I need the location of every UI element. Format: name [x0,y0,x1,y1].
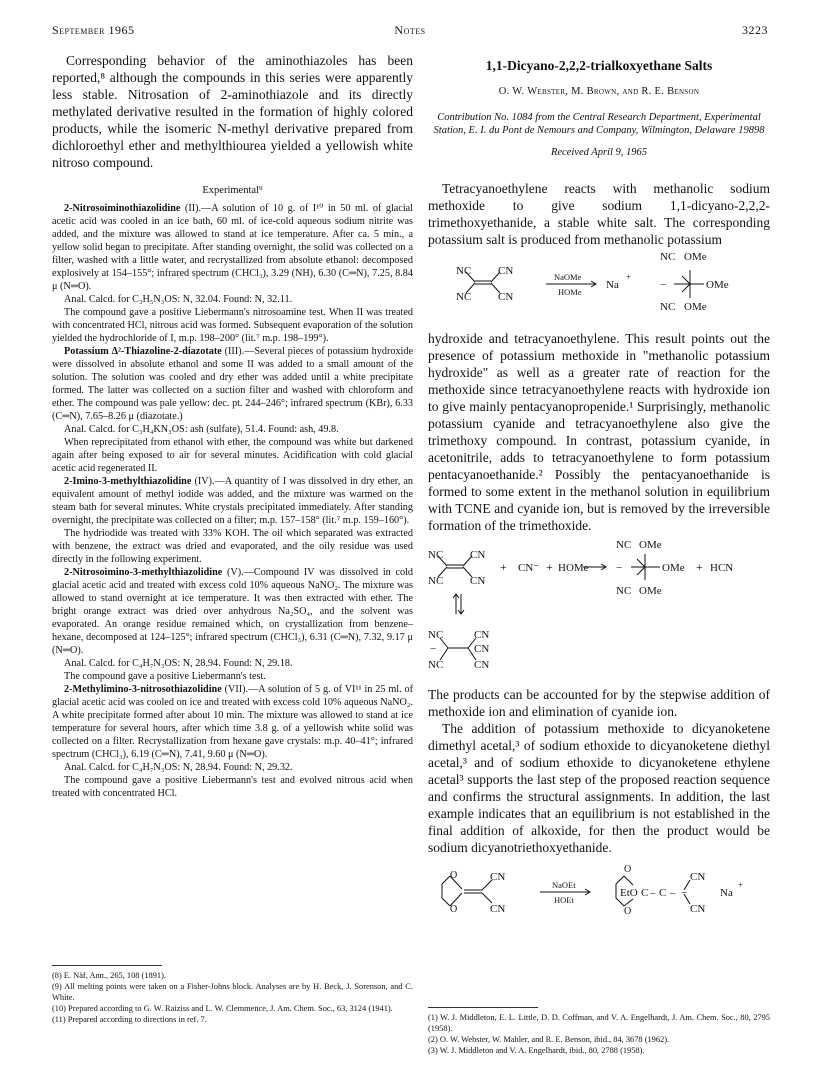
ome-label: OMe [662,562,685,574]
header-section: Notes [394,23,426,37]
oxygen-label: O [450,904,458,915]
compound-name: 2-Imino-3-methylthiazolidine [64,476,192,487]
footnote: (9) All melting points were taken on a Fisher-Johns block. Analyses are by H. Beck, J. Sorenson, and C. White. [52,982,413,1002]
experimental-paragraph [52,683,413,761]
reaction-scheme-2 [428,534,770,676]
cn-label: NC [660,251,676,263]
charge-minus: − [681,887,688,899]
compound-name: Potassium Δ²-Thiazoline-2-diazotate [64,346,222,357]
procedure-text: (III).—Several pieces of potassium hydroxide were dissolved in absolute ethanol and some II was added to a small amount of the solution. The solution was cooled and dry ether was added until a white precipitate formed. The latter was collected on a suction filter and washed with chloroform and ether. The compound was pale yellow: dec. pt. 244–246°; infrared spectrum (KBr), 6.33 (C═N), 7.65–8.26 μ (diazotate.) [52,346,413,422]
footnote: (1) W. J. Middleton, E. L. Little, D. D. Coffman, and V. A. Engelhardt, J. Am. Chem. Soc., 80, 2795 (1958). [428,1013,770,1033]
ome-label: OMe [684,301,707,313]
cn-label: CN [470,575,486,587]
article-title: 1,1-Dicyano-2,2,2-trialkoxyethane Salts [485,58,713,73]
compound-name: 2-Methylimino-3-nitrosothiazolidine [64,684,222,695]
analysis-line: Anal. Calcd. for C₃H₅N₃OS: N, 32.04. Found: N, 32.11. [64,294,293,305]
experimental-paragraph [52,202,413,293]
charge-minus: − [430,643,437,655]
ethoxy-label: EtO [620,887,638,899]
experimental-paragraph [52,566,413,657]
compound-name: 2-Nitrosoiminothiazolidine [64,203,181,214]
nc-label: NC [456,291,472,303]
intro-paragraph: Corresponding behavior of the aminothiazoles has been reported,⁸ although the compounds in this series were apparently less stable. Nitrosation of 2-aminothiazole and its directly methylated derivative resulted in the formation of highly colored products, while the isomeric N-methyl derivative prepared from dichloroethyl ether and methylthiourea yielded a yellowish white nitroso compound. [52,53,413,170]
footnote: (10) Prepared according to G. W. Raiziss and L. W. Clemmence, J. Am. Chem. Soc., 63, 3124 (1941). [52,1004,393,1013]
received-date: Received April 9, 1965 [550,147,648,158]
left-column [52,52,413,800]
oxygen-label: O [624,864,632,875]
procedure-note: When reprecipitated from ethanol with ether, the compound was white but darkened again after being exposed to air for several minutes. Acidification with cold glacial acetic acid regenerated II. [52,437,413,474]
plus-sign: + [500,560,507,574]
nc-label: NC [660,301,676,313]
cn-label: CN [490,871,506,883]
body-paragraph: The products can be accounted for by the stepwise addition of methoxide ion and elimination of cyanide ion. [428,687,770,719]
nc-label: NC [616,539,632,551]
cn-label: CN [490,903,506,915]
bond-line [482,893,492,903]
footnote-rule [428,1007,538,1008]
ring-bond [442,876,450,906]
procedure-text: (V).—Compound IV was dissolved in cold glacial acetic acid and treated with excess cold 10% aqueous NaNO₂. The mixture was allowed to stand overnight at ice temperature. It was then extracted with ether. The bright orange extract was dried over anhydrous Na₂SO₄, and the solvent was evaporated. An orange residue remained which, on crystallization from benzene–hexane, decomposed at 124–125°; infrared spectrum (CHCl₃), 6.31 (C═N), 7.32, 9.17 μ (N═O). [52,567,413,656]
hcn-label: HCN [710,562,734,574]
cyanide-ion: CN⁻ [518,562,540,574]
cation-label: Na [606,279,619,291]
cation-label: Na [720,887,733,899]
reaction-scheme-1 [428,248,770,326]
procedure-text: (II).—A solution of 10 g. of I¹⁰ in 50 ml. of glacial acetic acid was cooled in an ice bath, 60 ml. of ice-cold aqueous sodium nitrite was added, and the mixture was allowed to stand at ice temperature. After ca. 5 min., a yellow solid began to precipitate. After standing overnight, the solid was collected on a filter, washed with a little water, and recrystallized from absolute ethanol: decomposed explosively at 154–155°; infrared spectrum (CHCl₃), 3.29 (NH), 6.30 (C═N), 7.25, 8.84 μ (N═O). [52,203,413,292]
solvent-label: HOMe [558,287,582,297]
procedure-note: The compound gave a positive Liebermann's nitrosoamine test. When II was treated with concentrated HCl, nitrous acid was formed. Subsequent evaporation of the solution yielded the hydrochloride of I, m.p. 198–200° (lit.⁷ m.p. 198–199°). [52,307,413,344]
plus-sign: + [546,560,553,574]
nc-label: NC [428,629,444,641]
ome-label: OMe [639,585,662,597]
cn-label: CN [474,629,490,641]
compound-name: 2-Nitrosoimino-3-methylthiazolidine [64,567,223,578]
charge-minus: − [660,279,667,291]
charge-minus: − [616,562,623,574]
cn-label: CN [474,659,490,671]
body-paragraph: Tetracyanoethylene reacts with methanolic sodium methoxide to give sodium 1,1-dicyano-2,2,2-trimethoxyethanide, a stable white salt. The corresponding potassium salt is produced from methanolic potassium [428,181,770,247]
cn-label: CN [498,265,514,277]
solvent-label: HOEt [554,895,574,905]
reagent-label: NaOEt [552,880,576,890]
analysis-line: Anal. Calcd. for C₄H₇N₃OS: N, 28.94. Found: N, 29.18. [64,658,293,669]
footnote: (2) O. W. Webster, W. Mahler, and R. E. Benson, ibid., 84, 3678 (1962). [428,1035,670,1044]
ome-label: OMe [684,251,707,263]
footnote: (11) Prepared according to directions in ref. 7. [52,1015,207,1024]
nc-label: NC [428,659,444,671]
bond-dash: – [670,887,676,899]
cn-label: CN [498,291,514,303]
charge-plus: + [738,880,744,890]
experimental-paragraph [52,345,413,423]
ring-bond [624,899,633,906]
plus-sign: + [696,560,703,574]
nc-label: NC [428,575,444,587]
body-paragraph: The addition of potassium methoxide to dicyanoketene dimethyl acetal,³ of sodium ethoxide to dicyanoketene diethyl acetal,³ and of sodium ethoxide to dicyanoketene ethylene acetal³ supports the last step of the proposed reaction sequence and confirms the structural assignments. In addition, the last example indicates that an equilibrium is not established in the final addition of alkoxide, for then the product would be sodium dicyanotriethoxyethanide. [428,721,770,855]
carbon-label: C [659,887,667,899]
nc-label: NC [616,585,632,597]
nc-label: NC [428,549,444,561]
procedure-text: (IV).—A quantity of I was dissolved in dry ether, an equivalent amount of methyl iodide was added, and the mixture was warmed on the steam bath for several minutes. White crystals precipitated immediately. After standing overnight, the precipitate was collected on a filter; m.p. 157–158° (lit.⁷ m.p. 159–160°). [52,476,413,526]
cn-label: CN [690,871,706,883]
carbon-label: C [641,887,649,899]
footnote: (3) W. J. Middleton and V. A. Engelhardt, ibid., 80, 2788 (1958). [428,1046,645,1055]
procedure-note: The compound gave a positive Liebermann's test. [64,671,266,682]
article-affiliation: Contribution No. 1084 from the Central Research Department, Experimental Station, E. I. du Pont de Nemours and Company, Wilmington, Delaware 19898 [433,112,765,136]
methanol-label: HOMe [558,562,589,574]
left-footnotes [52,965,413,1025]
reagent-label: NaOMe [554,272,582,282]
reaction-scheme-3 [428,856,770,922]
procedure-note: The compound gave a positive Liebermann's test and evolved nitrous acid when treated with concentrated HCl. [52,775,413,799]
header-date: September 1965 [52,23,135,37]
bond-line [637,567,645,575]
ring-bond [624,876,633,885]
nc-label: NC [456,265,472,277]
running-header [52,23,768,39]
oxygen-label: O [624,906,632,917]
ome-label: OMe [706,279,729,291]
cn-label: CN [690,903,706,915]
bond-line [637,559,645,567]
footnote: (8) E. Näf, Ann., 265, 108 (1891). [52,971,166,980]
analysis-line: Anal. Calcd. for C₄H₇N₃OS: N, 28.94. Found: N, 29.32. [64,762,293,773]
body-paragraph: hydroxide and tetracyanoethylene. This result points out the presence of potassium methoxide in "methanolic potassium hydroxide" as well as a greater rate of reaction for the methoxide since tetracyanoethylene reacts with hydroxide ion to give mainly pentacyanopropenide.¹ Surprisingly, methanolic potassium cyanide and tetracyanoethylene also give the trimethoxy compound. In contrast, potassium cyanide, in acetonitrile, adds to tetracyanoethylene to form potassium pentacyanoethanide.² Possibly the pentacyanoethanide is formed to some extent in the methanol solution in equilibrium with TCNE and cyanide ion, but is removed by the irreversible formation of the trimethoxide. [428,331,770,533]
analysis-line: Anal. Calcd. for C₃H₄KN₃OS: ash (sulfate), 51.4. Found: ash, 49.8. [64,424,339,435]
page-number: 3223 [742,23,768,37]
procedure-text: (VII).—A solution of 5 g. of VI¹¹ in 25 ml. of glacial acetic acid was cooled on ice and treated with excess cold 10% aqueous NaNO₂. A white precipitate formed after about 10 min. The mixture was allowed to stand at ice temperature for several hours, after which time 3.8 g. of a yellowish white solid was collected on a filter. Recrystallization from hexane gave crystals: m.p. 40–41°; infrared spectrum (CHCl₃), 6.19 (C═N), 7.41, 9.60 μ (N═O). [52,684,413,760]
bond-line [682,284,690,292]
oxygen-label: O [450,870,458,881]
charge-plus: + [626,272,632,282]
experimental-paragraph [52,475,413,527]
bond-line [682,276,690,284]
ome-label: OMe [639,539,662,551]
article-authors: O. W. Webster, M. Brown, and R. E. Benson [498,86,700,97]
footnote-rule [52,965,162,966]
bond-dash: – [650,887,656,899]
cn-label: CN [470,549,486,561]
cn-label: CN [474,643,490,655]
procedure-note: The hydriodide was treated with 33% KOH. The oil which separated was extracted with benzene, the extract was dried and evaporated, and the oily residue was used directly in the following experiment. [52,528,413,565]
experimental-heading: Experimental⁹ [202,185,263,196]
right-column [428,52,770,922]
right-footnotes [428,1007,770,1056]
